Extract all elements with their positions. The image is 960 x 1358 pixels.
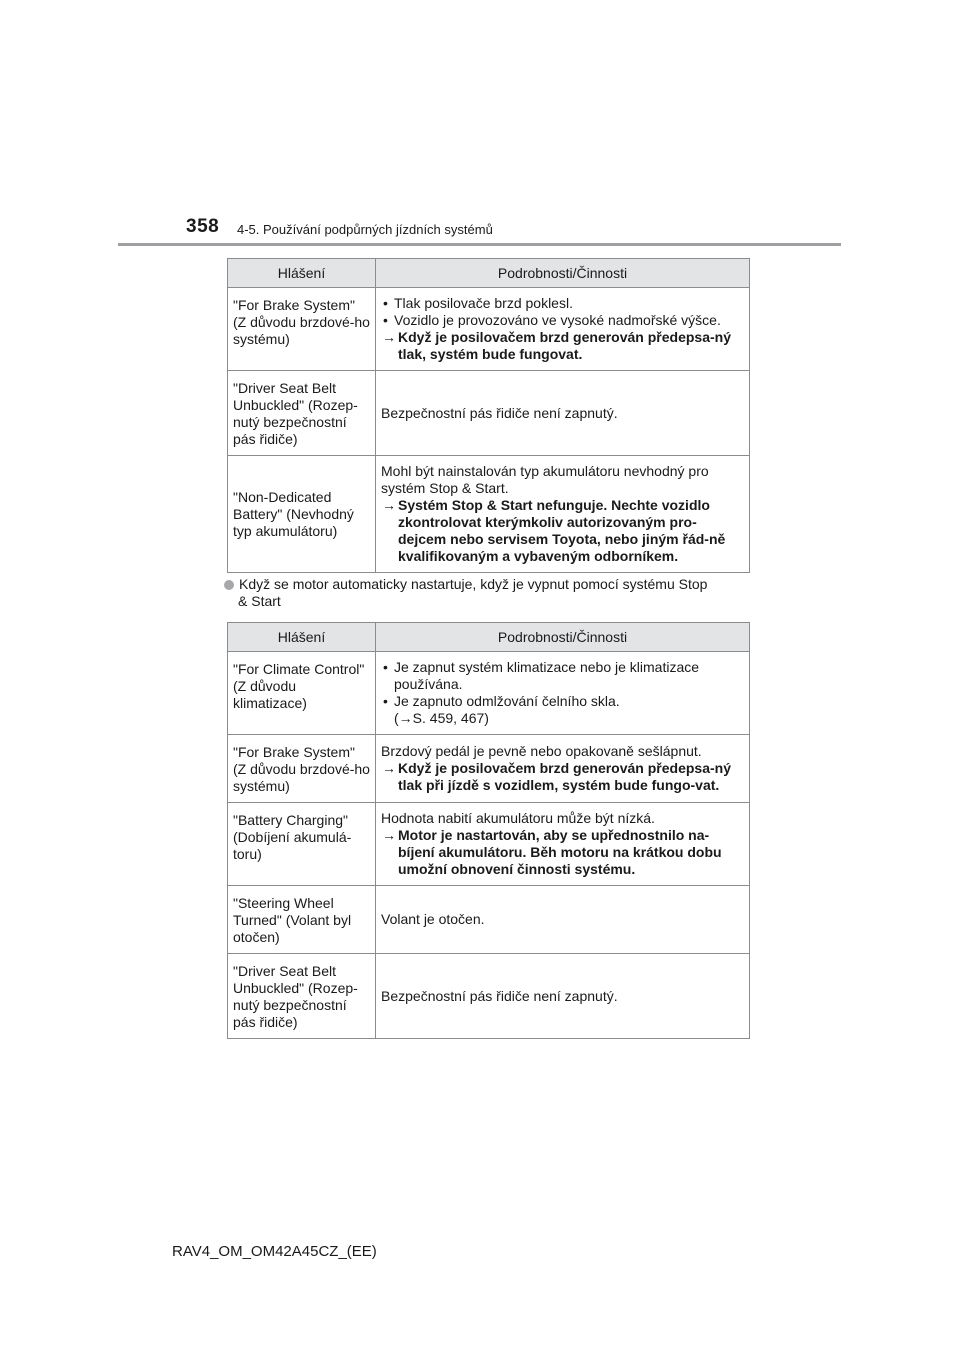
details-cell [376, 456, 750, 573]
message-cell: "Driver Seat Belt Unbuckled" (Rozep-nutý bezpečnostní pás řidiče) [228, 954, 376, 1039]
column-header-details: Podrobnosti/Činnosti [376, 259, 750, 288]
table-row [228, 803, 750, 886]
details-cell [376, 288, 750, 371]
message-cell: "For Brake System" (Z důvodu brzdové-ho systému) [228, 735, 376, 803]
messages-table-1 [227, 258, 750, 573]
table-header-row [228, 259, 750, 288]
action-text: → Když je posilovačem brzd generován předepsa-ný tlak, systém bude fungovat. [381, 329, 744, 363]
detail-text: Volant je otočen. [381, 911, 485, 927]
note-paragraph [224, 576, 754, 610]
details-cell [376, 954, 750, 1039]
detail-text: Bezpečnostní pás řidiče není zapnutý. [381, 987, 618, 1004]
message-cell: "Battery Charging" (Dobíjení akumulá-toru) [228, 803, 376, 886]
detail-text: Bezpečnostní pás řidiče není zapnutý. [381, 404, 618, 421]
page-number: 358 [186, 216, 220, 237]
message-cell: "For Brake System" (Z důvodu brzdové-ho systému) [228, 288, 376, 371]
note-line-1: Když se motor automaticky nastartuje, když je vypnut pomocí systému Stop [239, 576, 708, 592]
action-text: → Motor je nastartován, aby se upřednostnilo na-bíjení akumulátoru. Běh motoru na krátkou dobu umožní obnovení činnosti systému. [381, 827, 744, 878]
detail-bullet: • Je zapnut systém klimatizace nebo je klimatizace používána. [381, 659, 744, 693]
table-row [228, 288, 750, 371]
bullet-dot-icon [224, 580, 234, 590]
table-row [228, 886, 750, 954]
table-row [228, 456, 750, 573]
action-text: → Když je posilovačem brzd generován předepsa-ný tlak při jízdě s vozidlem, systém bude fungo-vat. [381, 760, 744, 794]
section-title: 4-5. Používání podpůrných jízdních systémů [237, 222, 493, 237]
details-cell [376, 371, 750, 456]
table-header-row [228, 623, 750, 652]
action-text: → Systém Stop & Start nefunguje. Nechte vozidlo zkontrolovat kterýmkoliv autorizovaným pro-dejcem nebo servisem Toyota, nebo jiným řád-ně kvalifikovaným a vybaveným odborníkem. [381, 497, 744, 565]
header-divider [118, 243, 841, 246]
message-cell: "Driver Seat Belt Unbuckled" (Rozep-nutý bezpečnostní pás řidiče) [228, 371, 376, 456]
document-code: RAV4_OM_OM42A45CZ_(EE) [172, 1243, 377, 1260]
table-row [228, 371, 750, 456]
column-header-details: Podrobnosti/Činnosti [376, 623, 750, 652]
note-line-2: & Start [238, 593, 281, 609]
table-row [228, 652, 750, 735]
detail-bullet: • Vozidlo je provozováno ve vysoké nadmořské výšce. [381, 312, 744, 329]
details-cell [376, 886, 750, 954]
table-row [228, 954, 750, 1039]
message-cell: "For Climate Control" (Z důvodu klimatizace) [228, 652, 376, 735]
details-cell [376, 652, 750, 735]
table-row [228, 735, 750, 803]
column-header-message: Hlášení [228, 623, 376, 652]
messages-table-2 [227, 622, 750, 1039]
detail-bullet: • Je zapnuto odmlžování čelního skla. [381, 693, 744, 710]
detail-text: Hodnota nabití akumulátoru může být nízká. [381, 810, 655, 826]
detail-text: Mohl být nainstalován typ akumulátoru nevhodný pro systém Stop & Start. [381, 463, 709, 496]
detail-bullet: • Tlak posilovače brzd poklesl. [381, 295, 744, 312]
page-reference: (→S. 459, 467) [394, 710, 489, 726]
detail-text: Brzdový pedál je pevně nebo opakovaně sešlápnut. [381, 743, 702, 759]
details-cell [376, 735, 750, 803]
message-cell: "Steering Wheel Turned" (Volant byl otočen) [228, 886, 376, 954]
details-cell [376, 803, 750, 886]
message-cell: "Non-Dedicated Battery" (Nevhodný typ akumulátoru) [228, 456, 376, 573]
column-header-message: Hlášení [228, 259, 376, 288]
